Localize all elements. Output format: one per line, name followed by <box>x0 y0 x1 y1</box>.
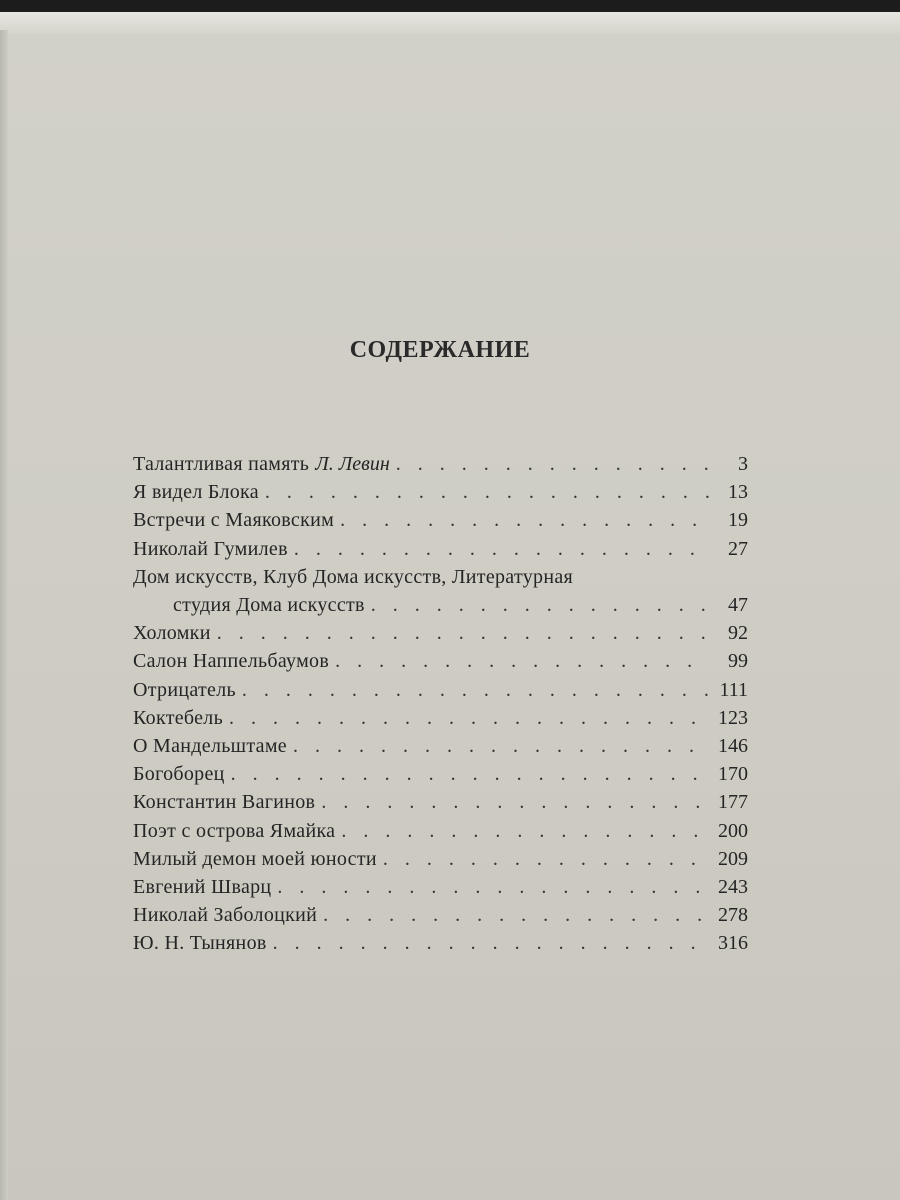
dot-leader <box>371 591 710 619</box>
toc-entry-page: 123 <box>718 706 748 729</box>
toc-entry <box>133 760 748 788</box>
toc-entry <box>133 676 748 704</box>
toc-entry-title-continued: студия Дома искусств <box>173 594 365 617</box>
toc-entry-page: 111 <box>719 678 748 701</box>
toc-entry-page: 47 <box>728 594 748 617</box>
toc-entry-page: 278 <box>718 904 748 927</box>
toc-entry-page: 200 <box>718 819 748 842</box>
page-top-edge <box>0 12 900 34</box>
dot-leader <box>340 506 710 534</box>
toc-entry-title: Ю. Н. Тынянов <box>133 932 267 955</box>
page-title: СОДЕРЖАНИЕ <box>349 337 531 363</box>
dot-leader <box>273 929 710 957</box>
toc-entry <box>133 506 748 534</box>
toc-entry <box>133 619 748 647</box>
toc-entry-page: 13 <box>728 481 748 504</box>
dot-leader <box>341 817 710 845</box>
toc-entry-title: Милый демон моей юности <box>133 847 377 870</box>
toc-entry-page: 177 <box>718 791 748 814</box>
dot-leader <box>229 704 710 732</box>
toc-entry <box>133 647 748 675</box>
dot-leader <box>396 450 710 478</box>
dot-leader <box>242 676 710 704</box>
toc-entry <box>133 873 748 901</box>
toc-entry <box>133 929 748 957</box>
toc-entry-title: Николай Заболоцкий <box>133 904 318 927</box>
toc-entry-title: Константин Вагинов <box>133 791 316 814</box>
dot-leader <box>323 901 710 929</box>
toc-entry-title: Салон Наппельбаумов <box>133 650 330 673</box>
toc-entry-title: Богоборец <box>133 763 225 786</box>
table-of-contents <box>133 450 748 958</box>
toc-entry-page: 209 <box>718 847 748 870</box>
toc-entry-page: 3 <box>738 453 748 475</box>
dot-leader <box>321 788 710 816</box>
toc-entry-title: Я видел Блока <box>133 481 259 504</box>
toc-entry-page: 243 <box>718 876 748 899</box>
toc-entry-title: Евгений Шварц <box>133 876 272 899</box>
toc-entry-title: Коктебель <box>133 706 224 729</box>
page-left-edge <box>0 30 8 1200</box>
toc-entry-title: Встречи с Маяковским <box>133 509 335 532</box>
toc-entry <box>133 704 748 732</box>
toc-entry-page: 19 <box>728 509 748 532</box>
toc-entry-title: Дом искусств, Клуб Дома искусств, Литературная <box>133 565 574 588</box>
toc-entry-page: 170 <box>718 763 748 786</box>
dot-leader <box>277 873 710 901</box>
toc-entry <box>133 732 748 760</box>
toc-entry-title: Николай Гумилев <box>133 537 288 560</box>
dot-leader <box>335 647 710 675</box>
dot-leader <box>265 478 710 506</box>
toc-entry-title: О Мандельштаме <box>133 735 287 758</box>
toc-entry <box>133 845 748 873</box>
toc-entry <box>133 450 748 478</box>
toc-entry <box>133 535 748 563</box>
toc-entry-author: Л. Левин <box>315 453 390 475</box>
dot-leader <box>293 732 710 760</box>
dot-leader <box>294 535 710 563</box>
toc-entry-title: Отрицатель <box>133 678 236 701</box>
toc-entry <box>133 788 748 816</box>
dot-leader <box>231 760 710 788</box>
toc-entry-page: 146 <box>718 735 748 758</box>
toc-entry-page: 92 <box>728 622 748 645</box>
toc-entry-page: 99 <box>728 650 748 673</box>
toc-entry <box>133 901 748 929</box>
dot-leader <box>217 619 710 647</box>
toc-entry-title: Поэт с острова Ямайка <box>133 819 336 842</box>
toc-entry <box>133 817 748 845</box>
toc-entry <box>133 563 748 619</box>
toc-entry-title: Холомки <box>133 622 211 645</box>
toc-entry-page: 27 <box>728 537 748 560</box>
toc-entry-title: Талантливая память <box>133 453 310 475</box>
toc-entry <box>133 478 748 506</box>
toc-entry-page: 316 <box>718 932 748 955</box>
dot-leader <box>383 845 710 873</box>
